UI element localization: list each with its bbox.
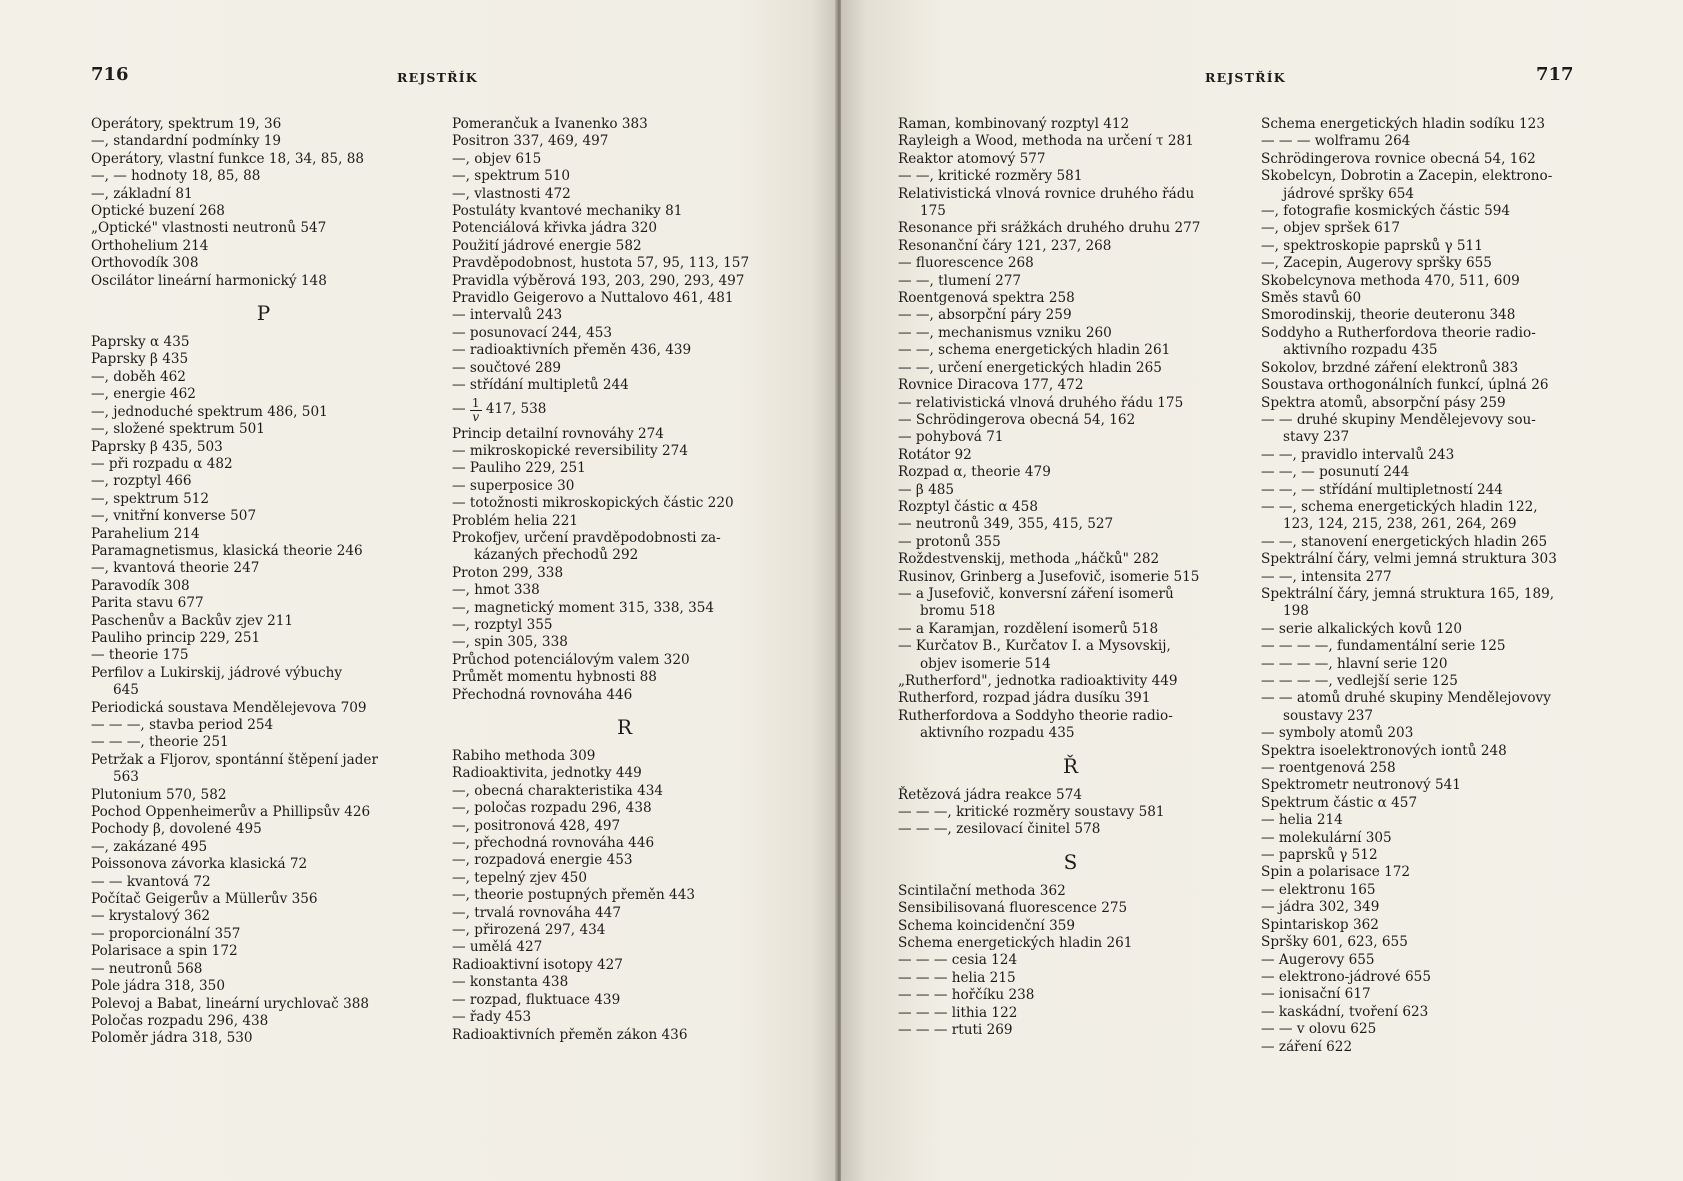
index-entry: Rutherfordova a Soddyho theorie radio- <box>898 707 1173 724</box>
running-head: REJSTŘÍK <box>397 70 478 85</box>
index-entry: Problém helia 221 <box>452 512 579 529</box>
index-entry: — —, intensita 277 <box>1261 568 1392 585</box>
index-entry: — neutronů 349, 355, 415, 527 <box>898 516 1114 533</box>
index-entry: — neutronů 568 <box>91 960 203 977</box>
index-entry: — — atomů druhé skupiny Mendělejovovy <box>1261 690 1551 707</box>
index-entry: — rozpad, fluktuace 439 <box>452 991 621 1008</box>
index-entry: Optické buzení 268 <box>91 203 225 220</box>
index-entry: Rozpad α, theorie 479 <box>898 464 1051 481</box>
index-entry: — $\frac{1}{v}$ 417, 538 <box>452 395 547 424</box>
index-entry: — jádra 302, 349 <box>1261 899 1380 916</box>
index-entry: 123, 124, 215, 238, 261, 264, 269 <box>1283 516 1517 533</box>
index-entry: Proton 299, 338 <box>452 564 564 581</box>
index-column <box>452 116 797 1044</box>
index-entry: Pauliho princip 229, 251 <box>91 629 261 646</box>
index-entry: Soustava orthogonálních funkcí, úplná 26 <box>1261 377 1549 394</box>
index-entry: Roždestvenskij, methoda „háčků" 282 <box>898 551 1160 568</box>
index-entry: — —, absorpční páry 259 <box>898 307 1072 324</box>
index-entry: Soddyho a Rutherfordova theorie radio- <box>1261 324 1536 341</box>
index-entry: Oscilátor lineární harmonický 148 <box>91 272 327 289</box>
index-entry: Scintilační methoda 362 <box>898 882 1066 899</box>
index-entry: —, tepelný zjev 450 <box>452 869 587 886</box>
index-entry: Řetězová jádra reakce 574 <box>898 786 1082 803</box>
index-entry: —, spektrum 512 <box>91 490 210 507</box>
index-entry: Reaktor atomový 577 <box>898 150 1046 167</box>
index-entry: — paprsků γ 512 <box>1261 847 1378 864</box>
index-entry: Poloměr jádra 318, 530 <box>91 1030 253 1047</box>
index-entry: Schrödingerova rovnice obecná 54, 162 <box>1261 150 1536 167</box>
index-entry: — — — rtuti 269 <box>898 1022 1013 1039</box>
index-entry: — elektronu 165 <box>1261 881 1376 898</box>
index-entry: —, magnetický moment 315, 338, 354 <box>452 599 715 616</box>
index-entry: 645 <box>113 682 139 699</box>
index-entry: Radioaktivních přeměn zákon 436 <box>452 1026 688 1043</box>
index-entry: Perfilov a Lukirskij, jádrové výbuchy <box>91 664 342 681</box>
index-entry: Radioaktivní isotopy 427 <box>452 956 623 973</box>
index-entry: — Pauliho 229, 251 <box>452 460 586 477</box>
index-entry: —, přirozená 297, 434 <box>452 922 606 939</box>
index-entry: jádrové spršky 654 <box>1283 185 1415 202</box>
index-entry: Princip detailní rovnováhy 274 <box>452 425 664 442</box>
index-entry: — střídání multipletů 244 <box>452 377 629 394</box>
index-entry: — — v olovu 625 <box>1261 1021 1377 1038</box>
section-letter: R <box>616 715 633 739</box>
index-entry: — ionisační 617 <box>1261 986 1371 1003</box>
index-entry: Spintariskop 362 <box>1261 916 1379 933</box>
index-entry: —, energie 462 <box>91 386 196 403</box>
index-entry: Sensibilisovaná fluorescence 275 <box>898 900 1128 917</box>
index-entry: — —, kritické rozměry 581 <box>898 168 1083 185</box>
index-entry: — — —, zesilovací činitel 578 <box>898 821 1101 838</box>
fraction-numerator: 1 <box>471 395 480 410</box>
index-entry: — fluorescence 268 <box>898 255 1034 272</box>
index-entry: Schema energetických hladin 261 <box>898 935 1133 952</box>
index-entry: Spektrální čáry, velmi jemná struktura 303 <box>1261 551 1557 568</box>
index-entry: — molekulární 305 <box>1261 829 1392 846</box>
index-entry: — konstanta 438 <box>452 974 569 991</box>
index-entry: Periodická soustava Mendělejevova 709 <box>91 699 367 716</box>
index-entry: —, rozptyl 355 <box>452 616 553 633</box>
index-entry: stavy 237 <box>1283 429 1350 446</box>
index-entry: kázaných přechodů 292 <box>474 547 639 564</box>
page-number: 717 <box>1536 64 1574 85</box>
index-entry: —, Zacepin, Augerovy spršky 655 <box>1261 255 1492 272</box>
running-head: REJSTŘÍK <box>1205 70 1286 85</box>
index-entry: — mikroskopické reversibility 274 <box>452 442 688 459</box>
index-entry: — —, — posunutí 244 <box>1261 464 1410 481</box>
index-entry: Rabiho methoda 309 <box>452 748 596 764</box>
index-entry: Prokofjev, určení pravděpodobnosti za- <box>452 529 721 546</box>
index-entry: —, vnitřní konverse 507 <box>91 508 257 525</box>
index-entry: 198 <box>1283 603 1309 620</box>
index-entry: — totožnosti mikroskopických částic 220 <box>452 495 734 512</box>
index-entry: Přechodná rovnováha 446 <box>452 686 633 703</box>
index-entry: —, poločas rozpadu 296, 438 <box>452 800 652 817</box>
section-letter: Ř <box>1062 753 1079 778</box>
index-entry: Pravidlo Geigerovo a Nuttalovo 461, 481 <box>452 290 734 307</box>
fraction-denominator: v <box>472 409 480 424</box>
index-entry: —, rozptyl 466 <box>91 473 192 490</box>
index-entry: —, přechodná rovnováha 446 <box>452 835 655 852</box>
index-entry: —, fotografie kosmických částic 594 <box>1261 203 1511 220</box>
index-entry: — Kurčatov B., Kurčatov I. a Mysovskij, <box>898 638 1171 655</box>
index-entry: — a Jusefovič, konversní záření isomerů <box>898 585 1174 602</box>
index-entry: Poločas rozpadu 296, 438 <box>91 1012 269 1029</box>
index-entry: Průmět momentu hybnosti 88 <box>452 669 657 686</box>
index-entry: Paprsky α 435 <box>91 334 190 351</box>
index-entry: Pochod Oppenheimerův a Phillipsův 426 <box>91 804 371 821</box>
index-entry: Resonanční čáry 121, 237, 268 <box>898 237 1112 254</box>
index-entry: —, objev spršek 617 <box>1261 220 1401 237</box>
index-entry: Spin a polarisace 172 <box>1261 864 1411 881</box>
index-entry: — krystalový 362 <box>91 908 211 925</box>
index-entry: bromu 518 <box>920 603 996 620</box>
index-entry: — Augerovy 655 <box>1261 951 1375 968</box>
index-entry: — — — cesia 124 <box>898 952 1018 969</box>
index-entry: 563 <box>113 769 139 786</box>
index-entry: 175 <box>920 203 946 220</box>
index-entry: — symboly atomů 203 <box>1261 725 1414 742</box>
index-entry: —, kvantová theorie 247 <box>91 560 260 577</box>
index-entry: Paprsky β 435, 503 <box>91 438 223 455</box>
index-entry: Postuláty kvantové mechaniky 81 <box>452 203 683 220</box>
index-entry: Paprsky β 435 <box>91 351 189 368</box>
index-entry: —, hmot 338 <box>452 582 540 599</box>
index-entry: Rusinov, Grinberg a Jusefovič, isomerie 515 <box>898 568 1200 585</box>
index-entry: — umělá 427 <box>452 939 543 956</box>
index-entry: Radioaktivita, jednotky 449 <box>452 765 642 782</box>
index-entry: — posunovací 244, 453 <box>452 324 613 341</box>
index-entry: —, trvalá rovnováha 447 <box>452 904 621 921</box>
index-entry: Petržak a Fljorov, spontánní štěpení jader <box>91 751 378 768</box>
index-entry: Pochody β, dovolené 495 <box>91 821 262 838</box>
index-entry: Smorodinskij, theorie deuteronu 348 <box>1261 307 1516 324</box>
index-entry: Operátory, spektrum 19, 36 <box>91 116 282 132</box>
index-entry: soustavy 237 <box>1283 707 1374 724</box>
index-entry: —, spektroskopie paprsků γ 511 <box>1261 237 1483 254</box>
index-entry: Parita stavu 677 <box>91 595 204 612</box>
entry-pages: 417, 538 <box>481 401 547 418</box>
index-entry: Rozptyl částic α 458 <box>898 498 1038 515</box>
index-entry: — —, tlumení 277 <box>898 272 1022 289</box>
index-entry: —, zakázané 495 <box>91 838 208 855</box>
index-entry: — — — —, hlavní serie 120 <box>1261 655 1448 672</box>
index-entry: Potenciálová křivka jádra 320 <box>452 220 658 237</box>
index-entry: —, spektrum 510 <box>452 168 571 185</box>
index-entry: —, základní 81 <box>91 185 193 202</box>
index-entry: aktivního rozpadu 435 <box>1283 342 1438 359</box>
index-entry: — —, schema energetických hladin 122, <box>1261 498 1538 515</box>
index-entry: Polarisace a spin 172 <box>91 943 238 960</box>
index-entry: Rayleigh a Wood, methoda na určení τ 281 <box>898 133 1194 150</box>
index-entry: — Schrödingerova obecná 54, 162 <box>898 411 1136 428</box>
index-entry: —, složené spektrum 501 <box>91 421 265 438</box>
index-entry: „Rutherford", jednotka radioaktivity 449 <box>898 673 1178 689</box>
index-entry: Pravděpodobnost, hustota 57, 95, 113, 157 <box>452 255 750 272</box>
index-entry: Rutherford, rozpad jádra dusíku 391 <box>898 690 1151 707</box>
section-letter: P <box>256 301 271 326</box>
index-entry: — —, určení energetických hladin 265 <box>898 359 1162 376</box>
index-entry: Rovnice Diracova 177, 472 <box>898 377 1084 394</box>
index-column <box>1261 116 1606 1056</box>
index-entry: Plutonium 570, 582 <box>91 786 227 803</box>
index-entry: — — —, stavba period 254 <box>91 717 274 733</box>
index-entry: — — druhé skupiny Mendělejevovy sou- <box>1261 411 1536 428</box>
index-entry: —, vlastnosti 472 <box>452 185 571 202</box>
index-entry: Orthohelium 214 <box>91 237 209 254</box>
index-entry: Spektrální čáry, jemná struktura 165, 189, <box>1261 585 1555 602</box>
index-entry: Průchod potenciálovým valem 320 <box>452 651 690 668</box>
index-entry: — při rozpadu α 482 <box>91 455 233 472</box>
index-entry: Polevoj a Babat, lineární urychlovač 388 <box>91 995 370 1012</box>
index-entry: —, spin 305, 338 <box>452 634 568 651</box>
index-entry: — protonů 355 <box>898 533 1001 550</box>
index-entry: Skobelcyn, Dobrotin a Zacepin, elektrono- <box>1261 168 1553 185</box>
index-entry: Orthovodík 308 <box>91 255 199 272</box>
index-entry: — theorie 175 <box>91 647 189 664</box>
index-entry: — — — lithia 122 <box>898 1004 1018 1021</box>
right-page <box>841 0 1683 1181</box>
index-entry: — — — helia 215 <box>898 969 1016 986</box>
index-entry: aktivního rozpadu 435 <box>920 725 1075 742</box>
index-entry: — pohybová 71 <box>898 429 1004 446</box>
index-entry: Paravodík 308 <box>91 577 190 594</box>
index-entry: — proporcionální 357 <box>91 925 241 942</box>
index-entry: Raman, kombinovaný rozptyl 412 <box>898 116 1130 132</box>
index-entry: Spektrum částic α 457 <box>1261 794 1418 811</box>
index-entry: Schema energetických hladin sodíku 123 <box>1261 116 1545 132</box>
section-letter: S <box>1063 849 1078 874</box>
index-entry: —, standardní podmínky 19 <box>91 133 282 150</box>
index-entry: Skobelcynova methoda 470, 511, 609 <box>1261 272 1520 289</box>
index-column <box>898 116 1243 1040</box>
index-entry: —, objev 615 <box>452 150 542 167</box>
index-entry: — — — wolframu 264 <box>1261 133 1411 150</box>
index-entry: Spektrometr neutronový 541 <box>1261 777 1461 794</box>
index-entry: — — — —, vedlejší serie 125 <box>1261 673 1458 689</box>
index-entry: — —, schema energetických hladin 261 <box>898 342 1171 359</box>
index-entry: Resonance při srážkách druhého druhu 277 <box>898 220 1201 237</box>
index-entry: Pole jádra 318, 350 <box>91 978 225 995</box>
index-entry: — relativistická vlnová druhého řádu 175 <box>898 394 1184 411</box>
index-entry: Relativistická vlnová rovnice druhého řádu <box>898 185 1195 202</box>
index-entry: —, theorie postupných přeměn 443 <box>452 887 696 904</box>
index-entry: Paschenův a Backův zjev 211 <box>91 612 294 629</box>
index-entry: Spršky 601, 623, 655 <box>1261 934 1408 951</box>
index-entry: Použití jádrové energie 582 <box>452 237 642 254</box>
index-entry: Pravidla výběrová 193, 203, 290, 293, 497 <box>452 272 745 289</box>
index-entry: — β 485 <box>898 481 955 498</box>
index-entry: — serie alkalických kovů 120 <box>1261 620 1462 637</box>
index-entry: Spektra atomů, absorpční pásy 259 <box>1261 394 1506 411</box>
index-entry: Počítač Geigerův a Müllerův 356 <box>91 891 318 908</box>
left-page <box>0 0 837 1181</box>
index-entry: Schema koincidenční 359 <box>898 917 1076 934</box>
index-entry: Rotátor 92 <box>898 446 972 463</box>
index-entry: — záření 622 <box>1261 1038 1353 1055</box>
index-entry: —, — hodnoty 18, 85, 88 <box>91 168 261 185</box>
index-entry: Roentgenová spektra 258 <box>898 290 1075 307</box>
index-entry: Sokolov, brzdné záření elektronů 383 <box>1261 359 1519 376</box>
index-entry: Pomerančuk a Ivanenko 383 <box>452 116 648 132</box>
index-entry: — roentgenová 258 <box>1261 760 1396 777</box>
index-entry: — kaskádní, tvoření 623 <box>1261 1003 1429 1020</box>
index-entry: — superposice 30 <box>452 477 575 494</box>
index-entry: — —, mechanismus vzniku 260 <box>898 324 1112 341</box>
index-entry: — helia 214 <box>1261 812 1343 829</box>
index-column <box>91 116 436 1048</box>
index-entry: — —, stanovení energetických hladin 265 <box>1261 533 1548 550</box>
index-entry: —, obecná charakteristika 434 <box>452 782 664 799</box>
index-entry: objev isomerie 514 <box>920 655 1051 672</box>
index-entry: — —, pravidlo intervalů 243 <box>1261 446 1455 463</box>
index-entry: „Optické" vlastnosti neutronů 547 <box>91 220 327 237</box>
index-entry: —, jednoduché spektrum 486, 501 <box>91 403 328 420</box>
page-number: 716 <box>91 64 129 85</box>
index-entry: — intervalů 243 <box>452 307 563 324</box>
index-entry: Parahelium 214 <box>91 525 200 542</box>
index-entry: — a Karamjan, rozdělení isomerů 518 <box>898 620 1159 637</box>
index-entry: —, positronová 428, 497 <box>452 817 621 834</box>
index-entry: —, rozpadová energie 453 <box>452 852 633 869</box>
index-entry: — elektrono-jádrové 655 <box>1261 968 1431 985</box>
index-entry: — —, — střídání multipletností 244 <box>1261 481 1503 498</box>
index-entry: — radioaktivních přeměn 436, 439 <box>452 342 692 359</box>
index-entry: — součtové 289 <box>452 359 562 376</box>
index-entry: — řady 453 <box>452 1009 532 1026</box>
index-entry: Operátory, vlastní funkce 18, 34, 85, 88 <box>91 150 365 167</box>
index-entry: — — — —, fundamentální serie 125 <box>1261 638 1506 655</box>
index-entry: — — kvantová 72 <box>91 873 211 890</box>
index-entry: — — —, theorie 251 <box>91 734 229 751</box>
index-entry: Positron 337, 469, 497 <box>452 133 609 150</box>
index-entry: Paramagnetismus, klasická theorie 246 <box>91 542 363 559</box>
index-entry: — — — hořčíku 238 <box>898 987 1035 1004</box>
index-entry: Směs stavů 60 <box>1261 290 1362 307</box>
index-entry: —, doběh 462 <box>91 368 186 385</box>
index-entry: — — —, kritické rozměry soustavy 581 <box>898 804 1165 821</box>
index-entry: Poissonova závorka klasická 72 <box>91 856 308 873</box>
index-entry: Spektra isoelektronových iontů 248 <box>1261 742 1507 759</box>
